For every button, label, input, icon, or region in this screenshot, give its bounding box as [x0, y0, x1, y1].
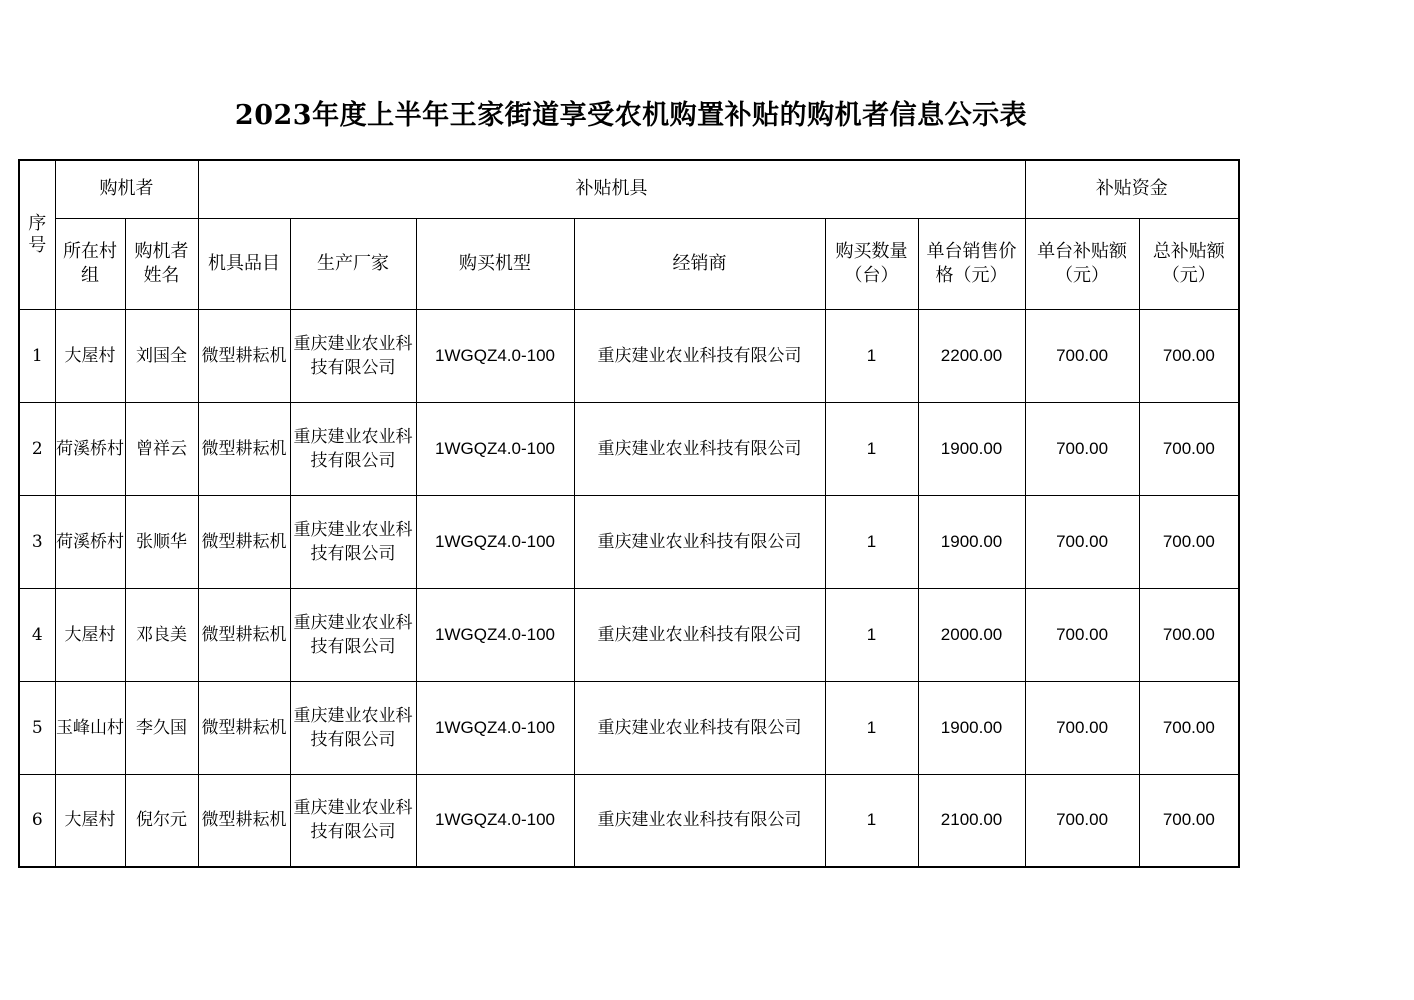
header-buyer-name — [125, 218, 198, 309]
cell-seq: 1 — [19, 309, 55, 402]
cell-dealer: 重庆建业农业科技有限公司 — [574, 495, 825, 588]
cell-buyer-name: 邓良美 — [125, 588, 198, 681]
cell-unit-price: 2200.00 — [918, 309, 1025, 402]
page-title: 2023年度上半年王家街道享受农机购置补贴的购机者信息公示表 — [234, 100, 1028, 131]
header-seq-label: 序号 — [28, 212, 47, 256]
cell-seq: 5 — [19, 681, 55, 774]
cell-manufacturer-text: 重庆建业农业科技有限公司 — [293, 798, 413, 843]
cell-category: 微型耕耘机 — [198, 495, 290, 588]
cell-manufacturer-text: 重庆建业农业科技有限公司 — [293, 426, 413, 471]
header-unit-subsidy — [1025, 218, 1139, 309]
cell-model: 1WGQZ4.0-100 — [416, 774, 574, 867]
cell-manufacturer-text: 重庆建业农业科技有限公司 — [293, 705, 413, 750]
cell-buyer-name: 曾祥云 — [125, 402, 198, 495]
cell-model: 1WGQZ4.0-100 — [416, 309, 574, 402]
cell-category: 微型耕耘机 — [198, 681, 290, 774]
table-row — [19, 309, 1239, 402]
cell-village: 荷溪桥村 — [55, 402, 125, 495]
cell-unit-price: 1900.00 — [918, 495, 1025, 588]
cell-unit-price: 1900.00 — [918, 681, 1025, 774]
cell-model: 1WGQZ4.0-100 — [416, 402, 574, 495]
cell-buyer-name: 张顺华 — [125, 495, 198, 588]
cell-seq: 4 — [19, 588, 55, 681]
cell-quantity: 1 — [825, 681, 918, 774]
cell-model: 1WGQZ4.0-100 — [416, 495, 574, 588]
header-buyer-name-label: 购机者姓名 — [134, 240, 189, 286]
cell-manufacturer — [290, 309, 416, 402]
cell-unit-price: 1900.00 — [918, 402, 1025, 495]
cell-village: 大屋村 — [55, 588, 125, 681]
cell-manufacturer-text: 重庆建业农业科技有限公司 — [293, 333, 413, 378]
cell-quantity: 1 — [825, 774, 918, 867]
cell-total-subsidy: 700.00 — [1139, 495, 1239, 588]
cell-total-subsidy: 700.00 — [1139, 774, 1239, 867]
cell-unit-price: 2100.00 — [918, 774, 1025, 867]
cell-buyer-name: 倪尔元 — [125, 774, 198, 867]
header-unit-subsidy-label: 单台补贴额（元） — [1037, 240, 1128, 286]
header-village-label: 所在村组 — [63, 240, 117, 286]
cell-category: 微型耕耘机 — [198, 774, 290, 867]
header-total-subsidy — [1139, 218, 1239, 309]
header-dealer: 经销商 — [574, 218, 825, 309]
header-machine-group: 补贴机具 — [198, 160, 1025, 218]
cell-model: 1WGQZ4.0-100 — [416, 588, 574, 681]
header-total-subsidy-label: 总补贴额（元） — [1152, 240, 1225, 286]
subsidy-table — [18, 159, 1240, 868]
cell-category: 微型耕耘机 — [198, 309, 290, 402]
cell-buyer-name: 刘国全 — [125, 309, 198, 402]
cell-manufacturer — [290, 495, 416, 588]
cell-category: 微型耕耘机 — [198, 588, 290, 681]
header-unit-price — [918, 218, 1025, 309]
cell-village: 大屋村 — [55, 309, 125, 402]
cell-unit-subsidy: 700.00 — [1025, 774, 1139, 867]
cell-quantity: 1 — [825, 495, 918, 588]
cell-manufacturer — [290, 774, 416, 867]
header-fund-group: 补贴资金 — [1025, 160, 1239, 218]
cell-category: 微型耕耘机 — [198, 402, 290, 495]
cell-unit-subsidy: 700.00 — [1025, 495, 1139, 588]
cell-seq: 6 — [19, 774, 55, 867]
cell-seq: 2 — [19, 402, 55, 495]
cell-quantity: 1 — [825, 588, 918, 681]
table-row — [19, 681, 1239, 774]
cell-village: 玉峰山村 — [55, 681, 125, 774]
cell-dealer: 重庆建业农业科技有限公司 — [574, 309, 825, 402]
cell-unit-subsidy: 700.00 — [1025, 588, 1139, 681]
cell-manufacturer — [290, 681, 416, 774]
table-row — [19, 588, 1239, 681]
cell-total-subsidy: 700.00 — [1139, 402, 1239, 495]
header-category: 机具品目 — [198, 218, 290, 309]
header-village — [55, 218, 125, 309]
cell-unit-subsidy: 700.00 — [1025, 681, 1139, 774]
header-quantity-label: 购买数量（台） — [835, 240, 908, 286]
cell-dealer: 重庆建业农业科技有限公司 — [574, 588, 825, 681]
cell-unit-price: 2000.00 — [918, 588, 1025, 681]
cell-total-subsidy: 700.00 — [1139, 681, 1239, 774]
cell-dealer: 重庆建业农业科技有限公司 — [574, 681, 825, 774]
table-row — [19, 774, 1239, 867]
table-row — [19, 402, 1239, 495]
cell-unit-subsidy: 700.00 — [1025, 402, 1139, 495]
cell-quantity: 1 — [825, 309, 918, 402]
header-unit-price-label: 单台销售价格（元） — [926, 240, 1017, 286]
header-manufacturer: 生产厂家 — [290, 218, 416, 309]
cell-manufacturer-text: 重庆建业农业科技有限公司 — [293, 519, 413, 564]
cell-dealer: 重庆建业农业科技有限公司 — [574, 774, 825, 867]
cell-buyer-name: 李久国 — [125, 681, 198, 774]
cell-village: 大屋村 — [55, 774, 125, 867]
header-seq — [19, 160, 55, 309]
cell-unit-subsidy: 700.00 — [1025, 309, 1139, 402]
cell-seq: 3 — [19, 495, 55, 588]
header-quantity — [825, 218, 918, 309]
cell-manufacturer — [290, 402, 416, 495]
cell-total-subsidy: 700.00 — [1139, 588, 1239, 681]
header-model: 购买机型 — [416, 218, 574, 309]
header-buyer-group: 购机者 — [55, 160, 198, 218]
cell-quantity: 1 — [825, 402, 918, 495]
cell-dealer: 重庆建业农业科技有限公司 — [574, 402, 825, 495]
table-row — [19, 495, 1239, 588]
cell-manufacturer-text: 重庆建业农业科技有限公司 — [293, 612, 413, 657]
cell-manufacturer — [290, 588, 416, 681]
cell-total-subsidy: 700.00 — [1139, 309, 1239, 402]
cell-village: 荷溪桥村 — [55, 495, 125, 588]
cell-model: 1WGQZ4.0-100 — [416, 681, 574, 774]
